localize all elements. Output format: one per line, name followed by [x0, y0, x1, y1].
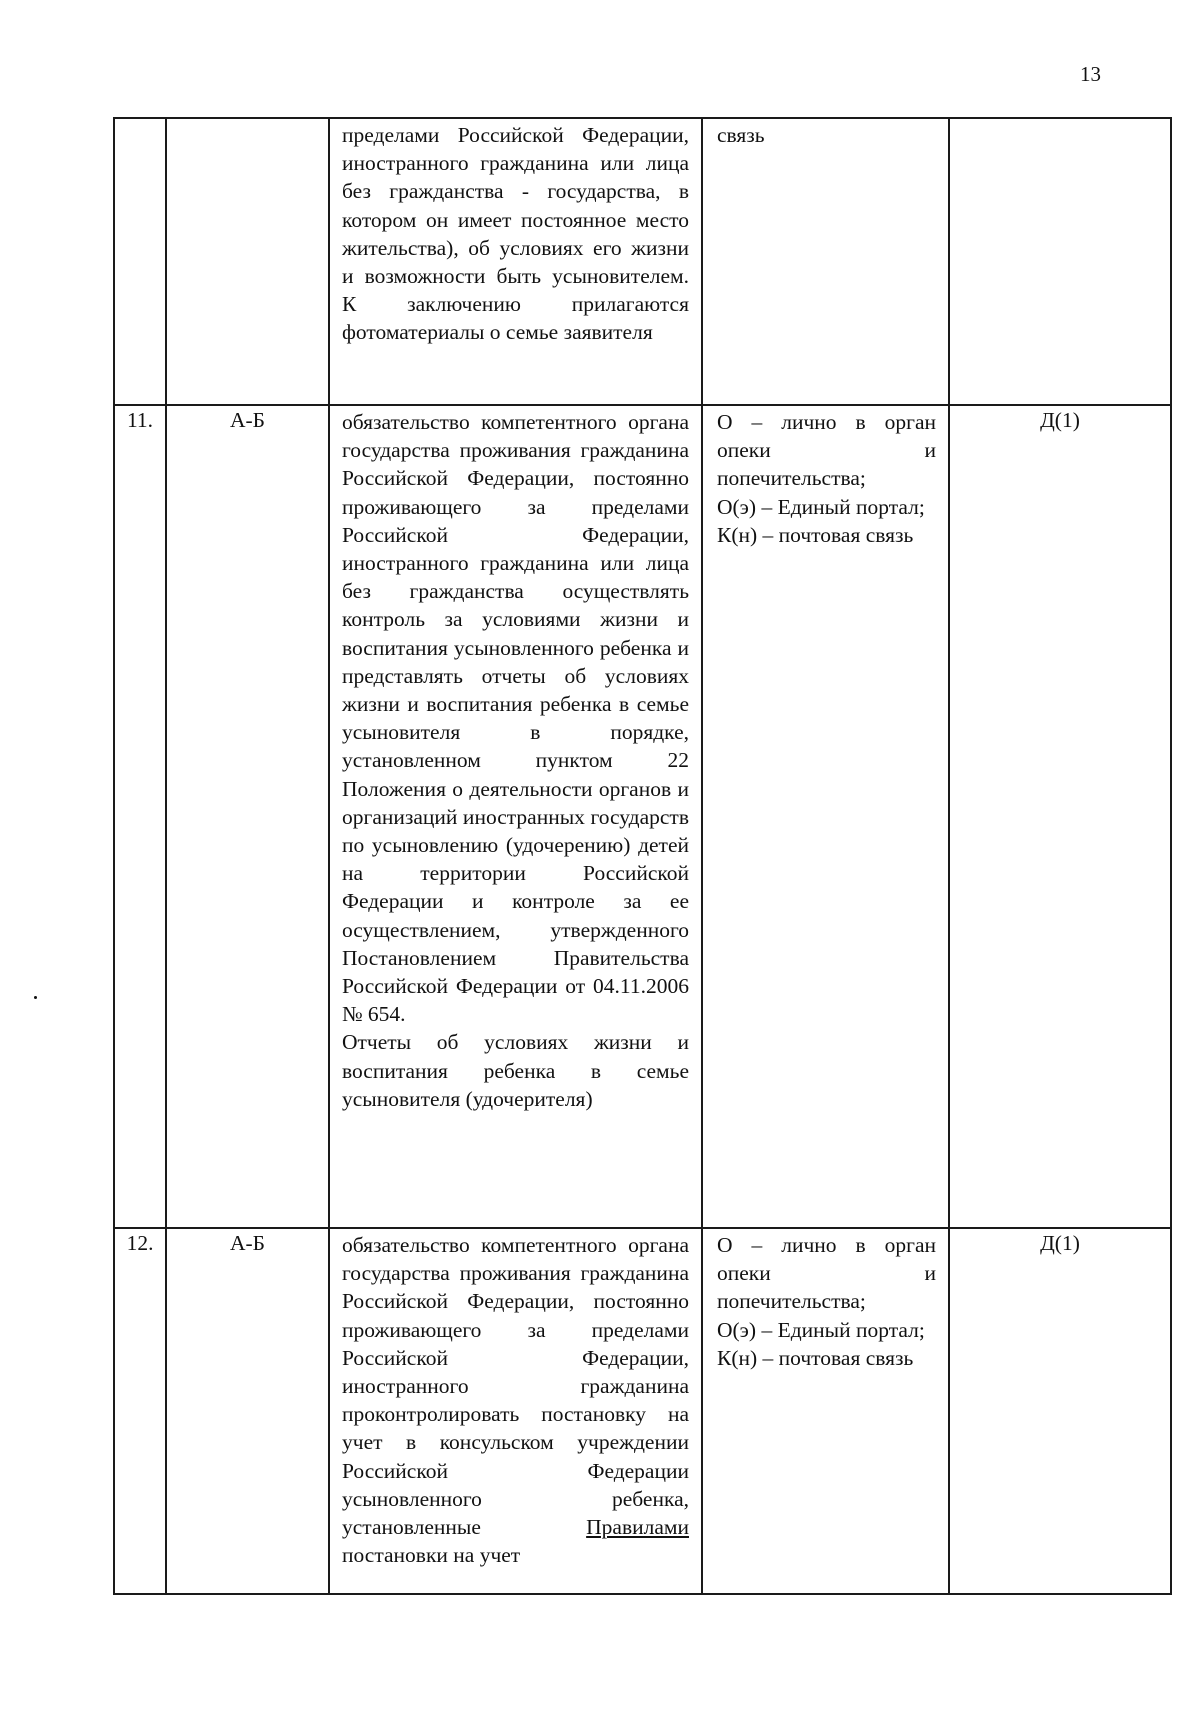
document-description: [330, 1229, 701, 1569]
rules-link[interactable]: Правилами: [586, 1515, 689, 1540]
document-description-cell: [329, 1228, 702, 1594]
submission-method-cell: [702, 405, 949, 1228]
submission-method: О – лично в орган опеки и попечительства; О(э) – Единый портал; К(н) – почтовая связь: [717, 410, 936, 547]
row-number-cell: 11.: [114, 405, 166, 1228]
document-term-cell: [949, 118, 1171, 405]
document-text-tail: постановки на учет: [342, 1543, 521, 1568]
submission-method-cell: [702, 118, 949, 405]
row-number-cell: 12.: [114, 1228, 166, 1594]
submission-method-cell: [702, 1228, 949, 1594]
row-number-cell: [114, 118, 166, 405]
submission-method: О – лично в орган опеки и попечительства; О(э) – Единый портал; К(н) – почтовая связь: [717, 1233, 936, 1370]
table-row: [114, 405, 1171, 1228]
applicant-category-cell: А-Б: [166, 1228, 329, 1594]
document-text: обязательство компетентного органа государства проживания гражданина Российской Федерации, постоянно проживающего за пределами Российской Федерации, иностранного гражданина проконтролировать постановку на учет в консульском учреждении Российской Федерации усыновленного ребенка, установленные: [342, 1233, 689, 1540]
applicant-category-cell: [166, 118, 329, 405]
document-description-cell: [329, 405, 702, 1228]
submission-method: связь: [717, 123, 765, 147]
document-description: обязательство компетентного органа государства проживания гражданина Российской Федерации, постоянно проживающего за пределами Российской Федерации, иностранного гражданина или лица без гражданства осуществлять контроль за условиями жизни и воспитания усыновленного ребенка и представлять отчеты об условиях жизни и воспитания ребенка в семье усыновителя в порядке, установленном пунктом 22 Положения о деятельности органов и организаций иностранных государств по усыновлению (удочерению) детей на территории Российской Федерации и контроле за ее осуществлением, утвержденного Постановлением Правительства Российской Федерации от 04.11.2006 № 654. Отчеты об условиях жизни и воспитания ребенка в семье усыновителя (удочерителя): [342, 410, 689, 1111]
scan-speck: [34, 996, 37, 999]
table-row: [114, 1228, 1171, 1594]
document-term-cell: Д(1): [949, 405, 1171, 1228]
document-table: [113, 117, 1172, 1595]
document-term-cell: Д(1): [949, 1228, 1171, 1594]
table-row: [114, 118, 1171, 405]
applicant-category-cell: А-Б: [166, 405, 329, 1228]
document-description: пределами Российской Федерации, иностранного гражданина или лица без гражданства - государства, в котором он имеет постоянное место жительства), об условиях его жизни и возможности быть усыновителем. К заключению прилагаются фотоматериалы о семье заявителя: [342, 123, 689, 345]
page-number: 13: [1080, 62, 1101, 86]
document-description-cell: [329, 118, 702, 405]
